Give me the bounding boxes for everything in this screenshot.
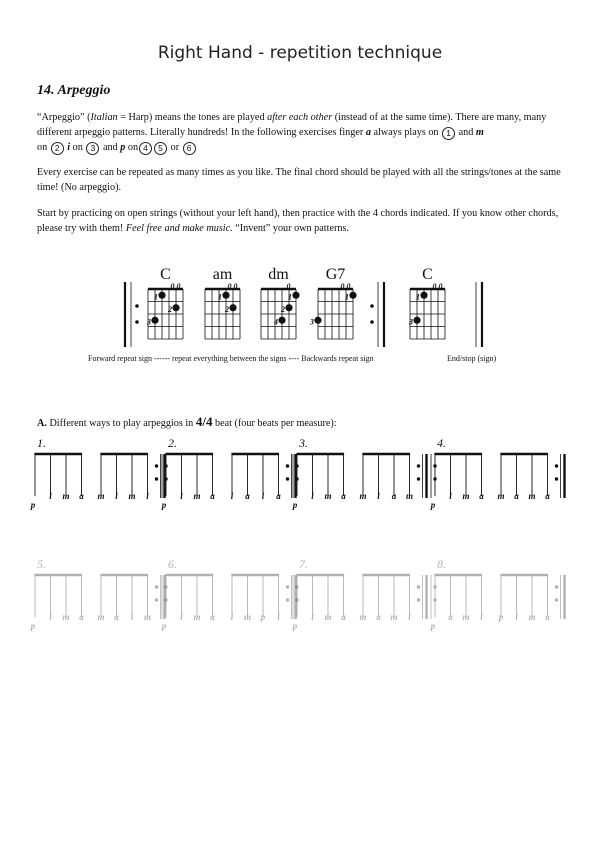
chord-name: dm (268, 266, 289, 283)
finger-dot (349, 292, 356, 299)
finger-label: m (97, 491, 105, 501)
repeat-dot (295, 464, 298, 467)
finger-label: p (30, 500, 36, 510)
finger-label: p (430, 621, 436, 631)
p1-text-l: on (70, 142, 86, 153)
finger-label: m (193, 491, 201, 501)
finger-label: m (324, 612, 332, 622)
finger-label: p (260, 612, 266, 622)
p1-italian: Italian (90, 112, 118, 123)
finger-label: p (430, 500, 436, 510)
repeat-dot (286, 585, 289, 588)
finger-label: m (143, 612, 152, 622)
p3-text-c: “Invent” your own patterns. (232, 223, 349, 234)
repeat-dot (433, 477, 436, 480)
finger-label: m (528, 612, 536, 622)
chord-name: C (422, 266, 433, 283)
chord-diagram (205, 266, 240, 339)
finger-label: p (498, 612, 504, 622)
finger-label: m (528, 491, 536, 501)
finger-label: a (114, 612, 119, 622)
finger-dot (314, 317, 321, 324)
repeat-dot (286, 477, 289, 480)
repeat-dot (433, 598, 436, 601)
finger-dot (285, 304, 292, 311)
exercise-number: 7. (299, 557, 308, 571)
p1-text-q: or (168, 142, 182, 153)
finger-label: i (230, 612, 234, 622)
p1-text-m: and (100, 142, 121, 153)
finger-label: i (277, 612, 280, 622)
finger-label: a (245, 491, 250, 501)
repeat-dot (164, 477, 167, 480)
repeat-dot (286, 464, 289, 467)
chord-diagram (309, 266, 357, 339)
string-4-symbol: 4 (139, 142, 152, 155)
exercise-number: 2. (168, 436, 177, 450)
repeat-dot (417, 477, 420, 480)
time-signature: 4/4 (195, 414, 213, 429)
exercise-number: 6. (168, 557, 177, 571)
repeat-dot (164, 598, 167, 601)
p1-text-c: = Harp) means the tones are played (117, 112, 268, 123)
open-string-marks: 0 0 (227, 282, 238, 291)
finger-label: p (161, 621, 167, 631)
finger-label: p (292, 621, 298, 631)
finger-number: 1 (154, 292, 158, 302)
repeat-caption: Forward repeat sign ------ repeat everything between the signs ---- Backwards repeat sign (88, 354, 374, 363)
finger-label: m (62, 491, 70, 501)
exercise-text-a: Different ways to play arpeggios in (46, 418, 196, 429)
finger-label: m (62, 612, 70, 622)
p1-after-each-other: after each other (267, 112, 333, 123)
repeat-dot (295, 585, 298, 588)
exercise-5 (30, 557, 165, 631)
finger-label: i (480, 612, 483, 622)
repeat-dot (417, 598, 420, 601)
string-5-symbol: 5 (154, 142, 167, 155)
repeat-dot (417, 585, 420, 588)
p1-text-j: on (37, 142, 50, 153)
repeat-dot (286, 598, 289, 601)
p1-text-h: and (456, 127, 476, 138)
finger-p: p (120, 142, 126, 153)
p1-text-o: on (125, 142, 139, 153)
finger-number: 3 (310, 317, 314, 327)
repeat-dot (295, 598, 298, 601)
exercise-label: A. (37, 418, 47, 429)
finger-label: p (292, 500, 298, 510)
finger-number: 1 (345, 292, 349, 302)
repeat-dot (164, 585, 167, 588)
finger-label: a (391, 491, 397, 501)
finger-label: i (180, 491, 183, 501)
p3-text-a: Start by practicing on open strings (without your left hand), then practice with the 4 chords indicated. If you know other chords, please try with them! (37, 208, 559, 234)
finger-label: m (462, 612, 470, 622)
finger-number: 2 (168, 304, 172, 314)
open-string-marks: 0 0 (340, 282, 351, 291)
finger-label: m (497, 491, 505, 501)
finger-label: i (130, 612, 134, 622)
finger-label: i (311, 491, 314, 501)
finger-dot (229, 304, 236, 311)
finger-label: i (449, 491, 452, 501)
string-2-symbol: 2 (51, 142, 64, 155)
exercise-2 (161, 436, 296, 510)
repeat-dot (433, 464, 436, 467)
string-6-symbol: 6 (183, 142, 196, 155)
finger-label: i (311, 612, 314, 622)
finger-label: a (79, 491, 84, 501)
finger-label: m (359, 612, 367, 622)
string-1-symbol: 1 (442, 127, 455, 140)
finger-label: a (545, 612, 550, 622)
finger-number: 2 (281, 304, 285, 314)
exercise-7 (292, 557, 427, 631)
finger-label: p (161, 500, 167, 510)
repeat-dot (135, 320, 139, 324)
finger-label: m (405, 491, 414, 501)
string-3-symbol: 3 (86, 142, 99, 155)
finger-dot (420, 292, 427, 299)
exercise-text-b: beat (four beats per measure): (212, 418, 337, 429)
repeat-dot (155, 598, 158, 601)
finger-dot (413, 317, 420, 324)
finger-label: a (545, 491, 550, 501)
finger-label: m (243, 612, 252, 622)
finger-label: a (514, 491, 519, 501)
finger-number: 1 (218, 292, 222, 302)
finger-label: m (462, 491, 470, 501)
repeat-dot (370, 304, 374, 308)
finger-a: a (365, 127, 371, 138)
chord-name: am (212, 266, 233, 283)
finger-label: m (97, 612, 105, 622)
chord-name: G7 (325, 266, 346, 283)
exercise-number: 5. (37, 557, 46, 571)
repeat-dot (370, 320, 374, 324)
repeat-dot (164, 464, 167, 467)
repeat-dot (155, 585, 158, 588)
finger-dot (151, 317, 158, 324)
finger-label: i (515, 612, 518, 622)
exercise-4 (430, 436, 565, 510)
p1-text-g: always plays on (370, 127, 442, 138)
finger-dot (222, 292, 229, 299)
exercise-number: 4. (437, 436, 446, 450)
repeat-dot (555, 598, 558, 601)
finger-label: i (115, 491, 118, 501)
repeat-dot (155, 464, 158, 467)
finger-label: i (408, 612, 411, 622)
finger-label: m (390, 612, 398, 622)
finger-number: 2 (225, 304, 229, 314)
finger-dot (158, 292, 165, 299)
finger-label: a (376, 612, 381, 622)
finger-number: 1 (288, 292, 292, 302)
open-string-marks: 0 0 (170, 282, 181, 291)
end-caption: End/stop (sign) (447, 354, 497, 363)
exercise-6 (161, 557, 296, 631)
finger-number: 3 (409, 317, 413, 327)
open-string-marks: 0 0 (432, 282, 443, 291)
finger-label: m (324, 491, 332, 501)
finger-m: m (475, 127, 484, 138)
repeat-dot (155, 477, 158, 480)
finger-dot (278, 317, 285, 324)
finger-label: i (261, 491, 265, 501)
exercise-number: 3. (299, 436, 308, 450)
p1-text-a: “Arpeggio” ( (37, 112, 91, 123)
finger-i: i (64, 142, 71, 153)
p3-feel-free: Feel free and make music. (125, 223, 233, 234)
chord-name: C (160, 266, 171, 283)
finger-label: i (377, 491, 380, 501)
finger-label: i (230, 491, 234, 501)
finger-label: m (359, 491, 367, 501)
finger-label: a (448, 612, 453, 622)
finger-label: i (180, 612, 183, 622)
finger-label: p (30, 621, 36, 631)
finger-dot (172, 304, 179, 311)
finger-label: a (479, 491, 484, 501)
repeat-dot (555, 477, 558, 480)
p1-text-e: (instead of at the same time). There are many, many different arpeggio patterns. Literally hundreds! In the following exercises finger (37, 112, 547, 138)
finger-label: i (49, 491, 52, 501)
finger-number: 4 (274, 317, 278, 327)
repeat-dot (555, 585, 558, 588)
finger-label: a (210, 491, 215, 501)
repeat-dot (555, 464, 558, 467)
repeat-paragraph: Every exercise can be repeated as many times as you like. The final chord should be played with all the strings/tones at the same time! (No arpeggio). (37, 167, 561, 193)
chord-diagram (261, 266, 300, 339)
finger-label: a (276, 491, 281, 501)
finger-label: i (146, 491, 149, 501)
exercise-number: 1. (37, 436, 46, 450)
finger-label: m (193, 612, 201, 622)
finger-label: i (49, 612, 52, 622)
exercise-8 (430, 557, 565, 631)
open-string-marks: 0 (286, 282, 291, 291)
exercise-1 (30, 436, 165, 510)
repeat-dot (295, 477, 298, 480)
finger-label: a (341, 612, 346, 622)
finger-number: 1 (416, 292, 420, 302)
finger-label: a (79, 612, 84, 622)
finger-label: a (341, 491, 346, 501)
chord-diagram (408, 266, 445, 339)
section-title: Arpeggio (57, 83, 111, 98)
section-number: 14. (37, 83, 55, 98)
repeat-dot (135, 304, 139, 308)
page-title: Right Hand - repetition technique (157, 43, 443, 64)
finger-dot (292, 292, 299, 299)
repeat-dot (417, 464, 420, 467)
repeat-dot (433, 585, 436, 588)
finger-label: m (128, 491, 136, 501)
finger-label: a (210, 612, 215, 622)
finger-number: 3 (147, 317, 151, 327)
exercise-3 (292, 436, 427, 510)
exercise-number: 8. (437, 557, 446, 571)
chord-diagram (146, 266, 183, 339)
